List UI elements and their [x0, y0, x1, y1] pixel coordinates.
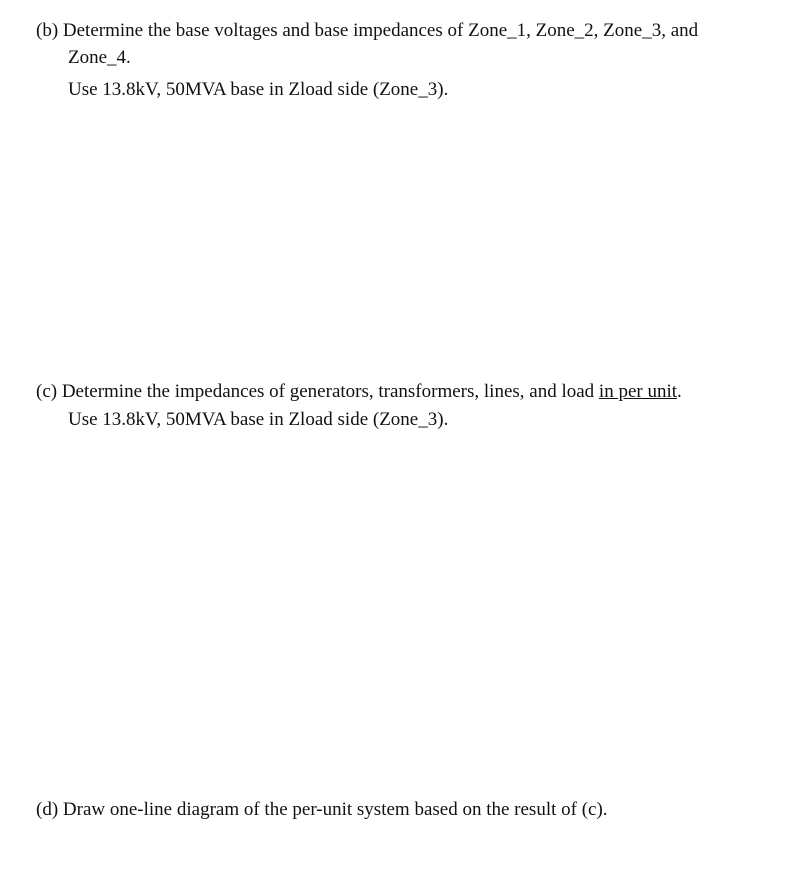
question-b-line-2: Zone_4.: [68, 47, 131, 68]
question-c-emphasis: in per unit: [598, 381, 678, 402]
question-c-text: (c) Determine the impedances of generators, transformers, lines, and load: [36, 381, 599, 402]
question-b-line-3: Use 13.8kV, 50MVA base in Zload side (Zone_3).: [68, 79, 449, 100]
question-c-line-1: [36, 381, 682, 403]
question-b-line-1: (b) Determine the base voltages and base impedances of Zone_1, Zone_2, Zone_3, and: [36, 20, 699, 41]
question-d-line-1: (d) Draw one-line diagram of the per-unit system based on the result of (c).: [36, 799, 608, 820]
question-c-line-2: Use 13.8kV, 50MVA base in Zload side (Zone_3).: [68, 409, 449, 430]
question-c-period: .: [677, 381, 682, 402]
